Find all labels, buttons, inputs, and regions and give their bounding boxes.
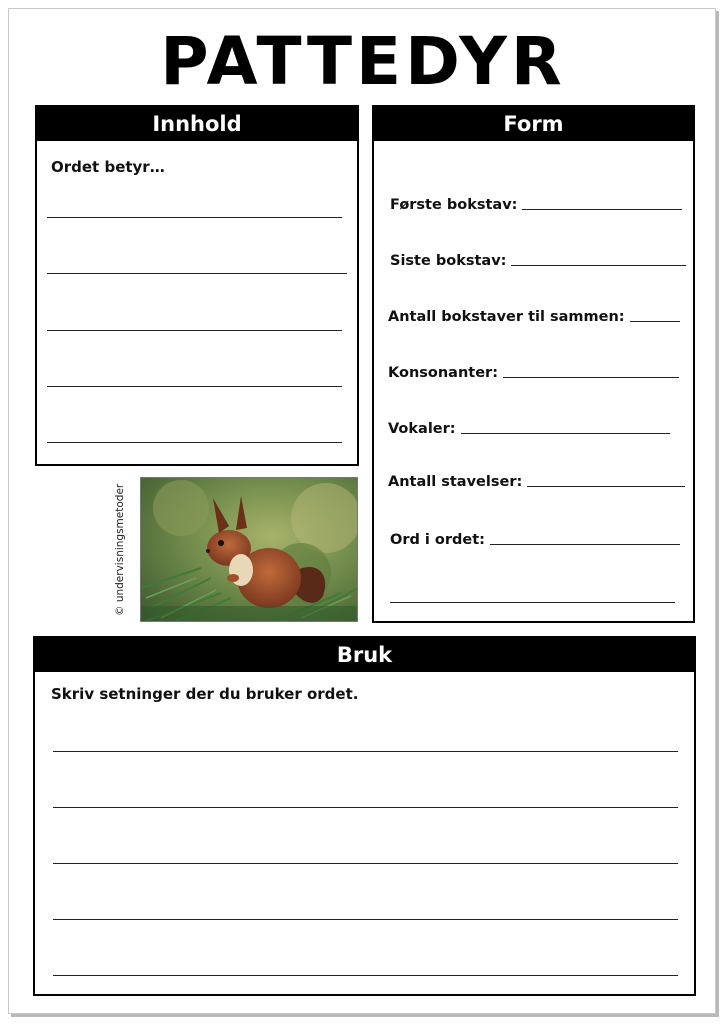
consonants-blank[interactable] <box>503 377 679 378</box>
form-label-consonants: Konsonanter: <box>388 365 499 381</box>
form-row-consonants <box>388 365 679 381</box>
innhold-prompt: Ordet betyr… <box>51 158 165 176</box>
form-label-first-letter: Første bokstav: <box>390 197 518 213</box>
vowels-blank[interactable] <box>461 433 670 434</box>
page-title: PATTEDYR <box>160 23 566 100</box>
innhold-line-1[interactable] <box>47 217 342 218</box>
bruk-line-3[interactable] <box>53 863 678 864</box>
form-row-syllables <box>388 474 685 490</box>
form-label-syllables: Antall stavelser: <box>388 474 523 490</box>
innhold-box <box>35 105 359 466</box>
form-row-last-letter <box>390 253 686 269</box>
form-header: Form <box>374 107 693 141</box>
first-letter-blank[interactable] <box>522 209 682 210</box>
form-box <box>372 105 695 623</box>
syllables-blank[interactable] <box>527 486 685 487</box>
form-row-vowels <box>388 421 670 437</box>
bruk-header: Bruk <box>35 638 694 672</box>
bruk-line-5[interactable] <box>53 975 678 976</box>
innhold-header: Innhold <box>37 107 357 141</box>
bruk-line-2[interactable] <box>53 807 678 808</box>
innhold-line-4[interactable] <box>47 386 342 387</box>
form-label-vowels: Vokaler: <box>388 421 456 437</box>
innhold-line-5[interactable] <box>47 442 342 443</box>
bruk-line-4[interactable] <box>53 919 678 920</box>
bruk-line-1[interactable] <box>53 751 678 752</box>
form-row-letter-count <box>388 309 680 325</box>
word-in-word-blank[interactable] <box>490 544 680 545</box>
innhold-line-2[interactable] <box>47 273 347 274</box>
bruk-prompt: Skriv setninger der du bruker ordet. <box>51 685 359 703</box>
form-label-last-letter: Siste bokstav: <box>390 253 507 269</box>
letter-count-blank[interactable] <box>630 321 680 322</box>
form-label-letter-count: Antall bokstaver til sammen: <box>388 309 625 325</box>
form-row-first-letter <box>390 197 682 213</box>
photo-credit: © undervisningsmetoder <box>114 483 126 616</box>
form-row-word-in-word <box>390 532 680 548</box>
innhold-line-3[interactable] <box>47 330 342 331</box>
bruk-box <box>33 636 696 996</box>
squirrel-photo <box>140 477 358 622</box>
last-letter-blank[interactable] <box>511 265 686 266</box>
form-extra-line[interactable] <box>390 602 675 603</box>
form-label-word-in-word: Ord i ordet: <box>390 532 485 548</box>
